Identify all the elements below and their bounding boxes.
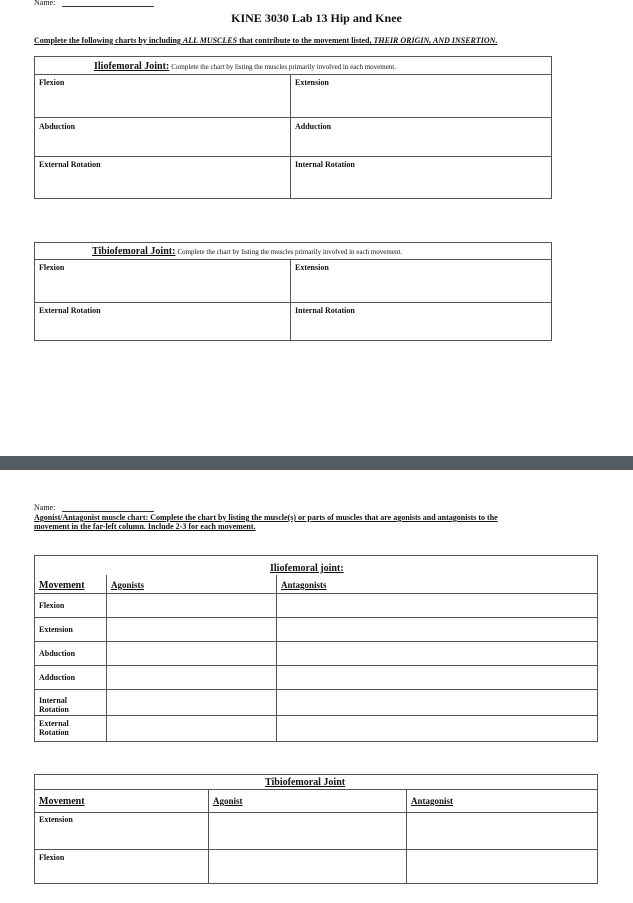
ilio-col-movement: Movement [39, 580, 85, 591]
tibio-row-flexion: Flexion [39, 853, 65, 862]
instructions: Complete the following charts by including ALL MUSCLES that contribute to the movement listed, THEIR ORIGIN, AND INSERTION. [34, 36, 498, 45]
tibio-cell-internal-rotation: Internal Rotation [295, 306, 355, 315]
ilio-grid-line [290, 74, 291, 199]
tibio-col-antagonist: Antagonist [411, 796, 454, 806]
worksheet-page-2 [0, 470, 633, 903]
tb-grid-line [34, 849, 598, 850]
tibio-col-movement: Movement [39, 796, 85, 807]
ag-grid-line [34, 641, 598, 642]
name-underline-2 [62, 511, 154, 512]
tibio-cell-extension: Extension [295, 263, 329, 272]
tibio-grid-line [290, 259, 291, 341]
iliofemoral-movement-chart [34, 56, 552, 199]
tibio-grid-line [34, 302, 552, 303]
ilio-col-agonists: Agonists [111, 580, 145, 590]
ilio-grid-line [34, 156, 552, 157]
tibiofemoral-agonist-chart [34, 774, 598, 884]
agonist-instructions: Agonist/Antagonist muscle chart: Complete the chart by listing the muscle(s) or parts of muscles that are agonists and antagonists to the movement in the far-left column. Include 2-3 for each movement. [34, 513, 498, 531]
ilio-chart-title: Iliofemoral joint: [270, 563, 344, 574]
tibio-chart-title: Tibiofemoral Joint [265, 777, 346, 788]
ilio-cell-extension: Extension [295, 78, 329, 87]
name-underline [62, 6, 154, 7]
ilio-cell-adduction: Adduction [295, 122, 332, 131]
iliofemoral-chart-heading: Iliofemoral Joint: Complete the chart by listing the muscles primarily involved in each movement. [94, 61, 396, 72]
ag-grid-line [34, 689, 598, 690]
ag-grid-line [34, 715, 598, 716]
ilio-grid-line [34, 117, 552, 118]
tb-grid-line [406, 789, 407, 884]
ilio-row-external-rotation: External Rotation [39, 719, 69, 737]
ilio-row-flexion: Flexion [39, 601, 65, 610]
ilio-cell-abduction: Abduction [39, 122, 76, 131]
tb-grid-line [34, 789, 598, 790]
page-separator [0, 456, 633, 470]
ilio-row-internal-rotation: Internal Rotation [39, 696, 69, 714]
name-label: Name: [34, 0, 56, 7]
ilio-row-abduction: Abduction [39, 649, 76, 658]
name-label-2: Name: [34, 503, 56, 512]
ag-grid-line [34, 593, 598, 594]
tibiofemoral-chart-heading: Tibiofemoral Joint: Complete the chart by listing the muscles primarily involved in each movement. [92, 246, 403, 257]
ilio-cell-internal-rotation: Internal Rotation [295, 160, 355, 169]
tb-grid-line [208, 789, 209, 884]
ag-grid-line [106, 575, 107, 742]
ilio-grid-line [34, 74, 552, 75]
page-title: KINE 3030 Lab 13 Hip and Knee [231, 11, 402, 25]
ilio-row-extension: Extension [39, 625, 73, 634]
ilio-row-adduction: Adduction [39, 673, 76, 682]
tibio-col-agonist: Agonist [213, 796, 243, 806]
tibio-grid-line [34, 259, 552, 260]
tb-grid-line [34, 812, 598, 813]
tibio-row-extension: Extension [39, 815, 73, 824]
ag-grid-line [34, 617, 598, 618]
tibio-cell-flexion: Flexion [39, 263, 65, 272]
ilio-col-antagonists: Antagonists [281, 580, 327, 590]
ilio-cell-flexion: Flexion [39, 78, 65, 87]
ag-grid-line [276, 575, 277, 742]
ilio-cell-external-rotation: External Rotation [39, 160, 101, 169]
ag-grid-line [34, 665, 598, 666]
tibio-cell-external-rotation: External Rotation [39, 306, 101, 315]
